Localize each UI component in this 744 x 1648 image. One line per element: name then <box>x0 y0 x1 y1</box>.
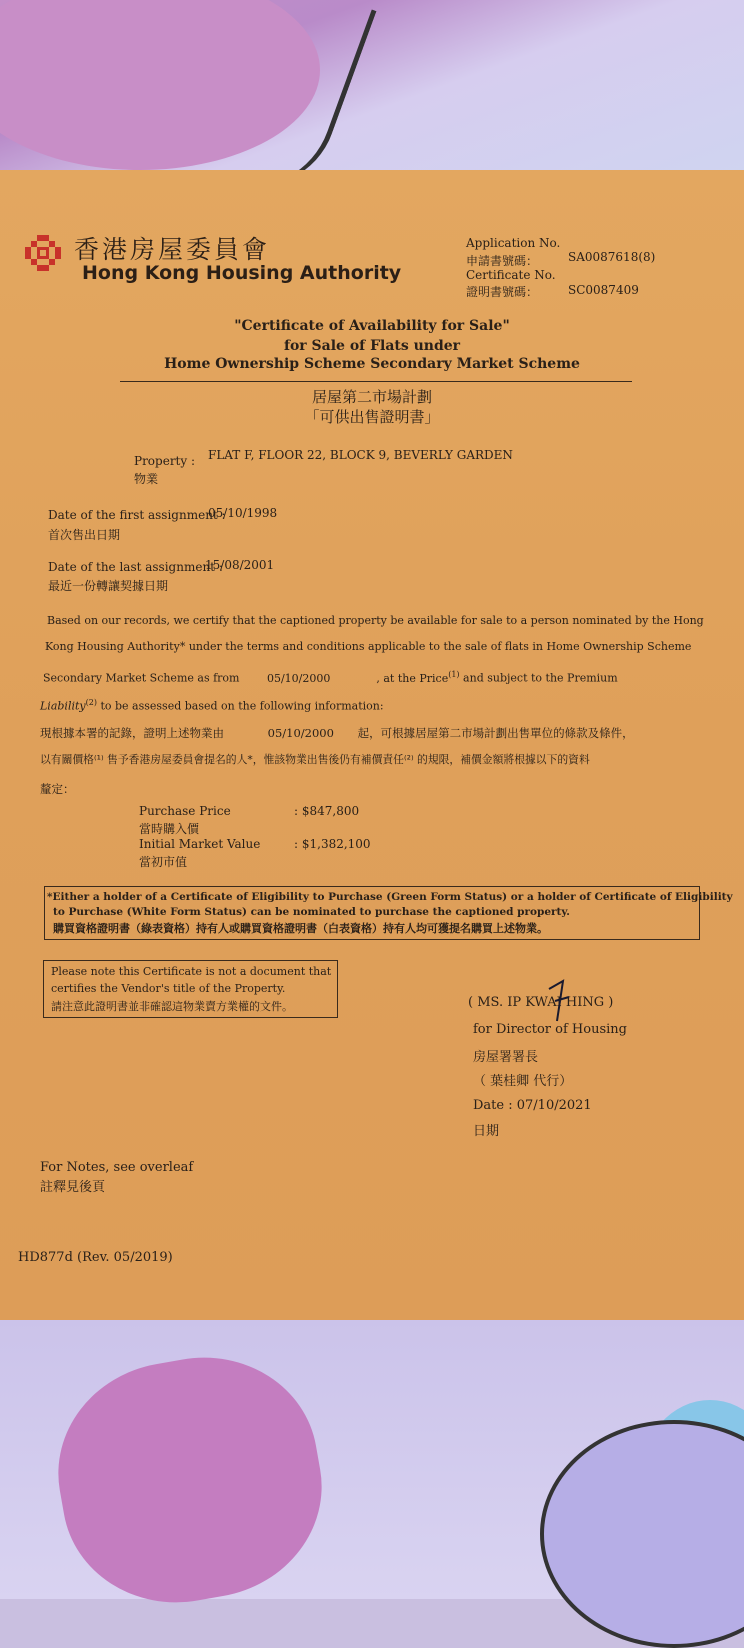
org-name-en: Hong Kong Housing Authority <box>82 262 402 284</box>
body-text-cn: 現根據本署的記錄，證明上述物業由 <box>40 726 224 740</box>
certificate-title-cn1: 居屋第二市場計劃 <box>311 388 432 406</box>
certificate-no-label-cn: 證明書號碼： <box>466 285 539 299</box>
eligibility-notice-cn: 購買資格證明書（綠表資格）持有人或購買資格證明書（白表資格）持有人均可獲提名購買上述物業。 <box>53 922 548 935</box>
purchase-price-value: : $847,800 <box>294 804 360 818</box>
purchase-price-label-cn: 當時購入價 <box>139 822 200 836</box>
signatory-title-cn: 房屋署署長 <box>473 1050 539 1065</box>
certificate-note-en1: Please note this Certificate is not a document that <box>51 965 332 978</box>
property-label-cn: 物業 <box>134 472 159 486</box>
body-cn-line3: 釐定： <box>40 782 75 796</box>
title-divider <box>120 381 632 382</box>
body-paragraph-line3 <box>43 670 618 685</box>
body-text: to be assessed based on the following information: <box>100 699 384 713</box>
certificate-note-box <box>43 960 338 1018</box>
issue-date-label: Date : <box>473 1098 513 1113</box>
certificate-note-en2: certifies the Vendor's title of the Property. <box>51 982 286 995</box>
footnote-marker: (1) <box>448 670 460 679</box>
certificate-document <box>0 170 744 1320</box>
notes-reference-cn: 註釋見後頁 <box>40 1180 106 1195</box>
certificate-no-value: SC0087409 <box>568 283 639 297</box>
issue-date <box>473 1098 592 1113</box>
body-text: Liability <box>40 699 86 713</box>
first-assignment-value: 05/10/1998 <box>208 506 278 520</box>
last-assignment-label: Date of the last assignment : <box>48 560 223 574</box>
eligibility-notice-en2: to Purchase (White Form Status) can be nominated to purchase the captioned property. <box>53 906 570 918</box>
body-paragraph-line4 <box>40 698 384 713</box>
purchase-price-label: Purchase Price <box>139 804 231 818</box>
body-cn-line1 <box>40 725 634 741</box>
housing-authority-logo-icon <box>25 235 61 271</box>
org-name-cn: 香港房屋委員會 <box>74 235 271 264</box>
property-value: FLAT F, FLOOR 22, BLOCK 9, BEVERLY GARDEN <box>208 448 513 462</box>
property-label: Property : <box>134 454 196 468</box>
market-value-value: : $1,382,100 <box>294 837 371 851</box>
application-no-value: SA0087618(8) <box>568 250 656 264</box>
eligibility-notice-en1: *Either a holder of a Certificate of Eligibility to Purchase (Green Form Status) or a holder of Certificate of Eligibility <box>47 891 733 903</box>
certificate-no-label: Certificate No. <box>466 268 556 282</box>
issue-date-value: 07/10/2021 <box>516 1098 592 1113</box>
available-from-date-cn: 05/10/2000 <box>267 726 334 740</box>
certificate-title-line3: Home Ownership Scheme Secondary Market Scheme <box>164 356 580 372</box>
last-assignment-value: 15/08/2001 <box>205 558 275 572</box>
market-value-label-cn: 當初市值 <box>139 855 188 869</box>
body-text: Secondary Market Scheme as from <box>43 671 240 685</box>
last-assignment-label-cn: 最近一份轉讓契據日期 <box>48 579 169 593</box>
issue-date-label-cn: 日期 <box>473 1124 500 1139</box>
footnote-marker: (2) <box>85 698 97 707</box>
notes-reference-en: For Notes, see overleaf <box>40 1160 194 1175</box>
signatory-title-en: for Director of Housing <box>473 1022 627 1037</box>
available-from-date: 05/10/2000 <box>266 671 331 685</box>
application-no-label-cn: 申請書號碼： <box>466 254 539 268</box>
signatory-name: ( MS. IP KWAI HING ) <box>468 995 614 1010</box>
certificate-note-cn: 請注意此證明書並非確認這物業賣方業權的文件。 <box>51 1000 293 1013</box>
certificate-title-line2: for Sale of Flats under <box>283 338 461 354</box>
body-cn-line2: 以有關價格⁽¹⁾ 售予香港房屋委員會提名的人*，惟該物業出售後仍有補價責任⁽²⁾ 的規限，補價金額將根據以下的資料 <box>40 753 590 766</box>
body-text: , at the Price <box>376 671 449 685</box>
signatory-name-cn: （ 葉桂卿 代行） <box>473 1074 573 1089</box>
body-text-cn: 起，可根據居屋第二市場計劃出售單位的條款及條件， <box>357 726 634 740</box>
eligibility-notice-box <box>44 886 733 940</box>
form-number: HD877d (Rev. 05/2019) <box>18 1250 173 1265</box>
certificate-title-cn2: 「可供出售證明書」 <box>304 408 440 426</box>
market-value-label: Initial Market Value <box>139 837 261 851</box>
first-assignment-label-cn: 首次售出日期 <box>48 528 121 542</box>
certificate-title-line1: "Certificate of Availability for Sale" <box>234 318 510 334</box>
body-paragraph-line2: Kong Housing Authority* under the terms and conditions applicable to the sale of flats in Home Ownership Scheme <box>45 640 692 653</box>
body-paragraph-line1: Based on our records, we certify that the captioned property be available for sale to a person nominated by the Hong <box>47 614 704 627</box>
application-no-label: Application No. <box>466 236 561 250</box>
body-text: and subject to the Premium <box>463 671 618 685</box>
first-assignment-label: Date of the first assignment : <box>48 508 226 522</box>
